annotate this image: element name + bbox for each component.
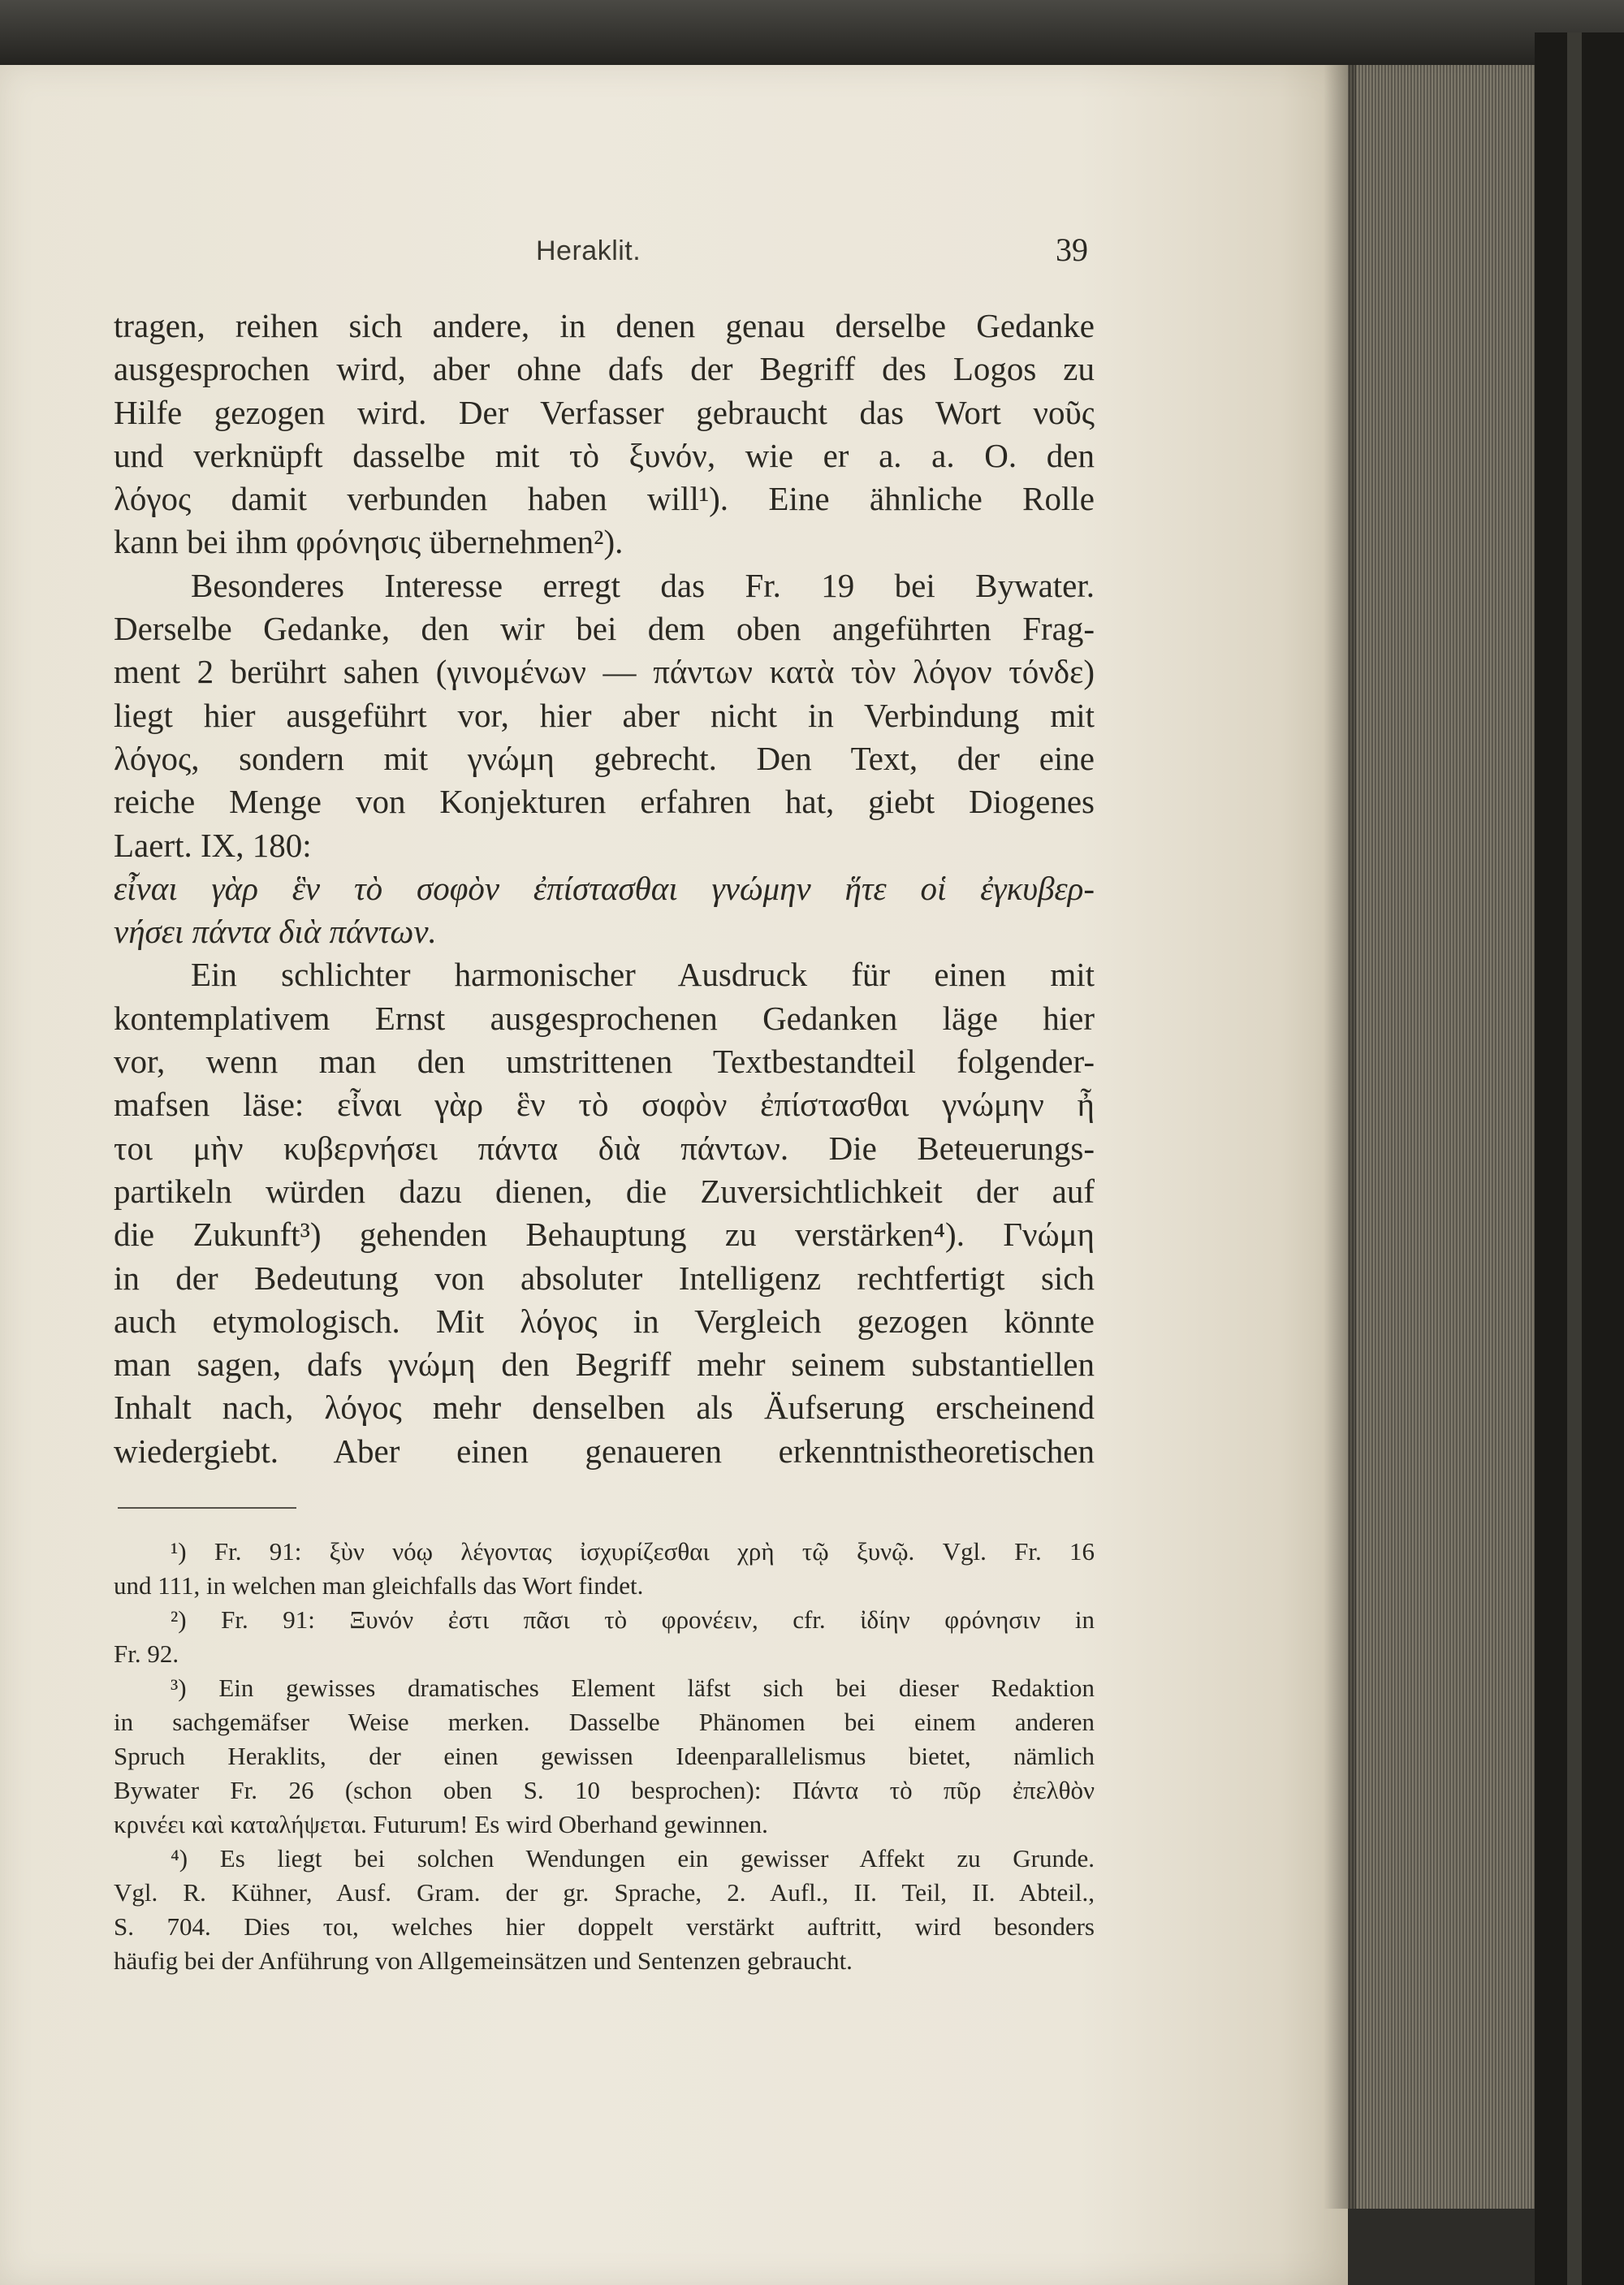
footnote-line: häufig bei der Anführung von Allgemeinsätzen und Sentenzen gebraucht.: [114, 1946, 853, 1975]
body-line: ausgesprochen wird, aber ohne dafs der Begriff des Logos zu: [114, 350, 1095, 388]
greek-quote-line: εἶναι γὰρ ἓν τὸ σοφὸν ἐπίστασθαι γνώμην ἥτε οἱ ἐγκυβερ-: [114, 869, 1095, 907]
body-line: vor, wenn man den umstrittenen Textbestandteil folgender-: [114, 1043, 1095, 1081]
page-number: 39: [1056, 231, 1088, 268]
body-line: ment 2 berührt sahen (γινομένων — πάντων κατὰ τὸν λόγον τόνδε): [114, 653, 1095, 691]
body-line: auch etymologisch. Mit λόγος in Vergleich gezogen könnte: [114, 1302, 1095, 1340]
body-line: λόγος damit verbunden haben will¹). Eine ähnliche Rolle: [114, 480, 1095, 518]
footnote-line: Vgl. R. Kühner, Ausf. Gram. der gr. Sprache, 2. Aufl., II. Teil, II. Abteil.,: [114, 1878, 1095, 1907]
body-line: die Zukunft³) gehenden Behauptung zu verstärken⁴). Γνώμη: [114, 1216, 1095, 1254]
body-line: reiche Menge von Konjekturen erfahren hat, giebt Diogenes: [114, 783, 1095, 821]
footnote-line: in sachgemäfser Weise merken. Dasselbe Phänomen bei einem anderen: [114, 1708, 1095, 1736]
footnote-line: ²) Fr. 91: Ξυνόν ἐστι πᾶσι τὸ φρονέειν, cfr. ἰδίην φρόνησιν in: [171, 1605, 1095, 1634]
body-line: mafsen läse: εἶναι γὰρ ἓν τὸ σοφὸν ἐπίστασθαι γνώμην ἦ: [114, 1086, 1095, 1124]
body-line: Derselbe Gedanke, den wir bei dem oben angeführten Frag-: [114, 610, 1095, 648]
page-header: [114, 231, 1088, 284]
body-line: wiedergiebt. Aber einen genaueren erkenntnistheoretischen: [114, 1432, 1095, 1470]
body-line: Ein schlichter harmonischer Ausdruck für einen mit: [191, 956, 1095, 994]
footnote-line: Spruch Heraklits, der einen gewissen Ideenparallelismus bietet, nämlich: [114, 1742, 1095, 1770]
body-line: Besonderes Interesse erregt das Fr. 19 bei Bywater.: [191, 566, 1095, 604]
body-line: tragen, reihen sich andere, in denen genau derselbe Gedanke: [114, 307, 1095, 344]
footnote-rule: [118, 1507, 296, 1509]
body-line: τοι μὴν κυβερνήσει πάντα διὰ πάντων. Die Beteuerungs-: [114, 1129, 1095, 1167]
footnote-line: ¹) Fr. 91: ξὺν νόῳ λέγοντας ἰσχυρίζεσθαι χρὴ τῷ ξυνῷ. Vgl. Fr. 16: [171, 1537, 1095, 1566]
body-line: kontemplativem Ernst ausgesprochenen Gedanken läge hier: [114, 999, 1095, 1037]
footnote-line: Fr. 92.: [114, 1639, 179, 1668]
body-line: partikeln würden dazu dienen, die Zuversichtlichkeit der auf: [114, 1172, 1095, 1210]
body-line: und verknüpft dasselbe mit τὸ ξυνόν, wie er a. a. O. den: [114, 436, 1095, 474]
footnote-line: und 111, in welchen man gleichfalls das Wort findet.: [114, 1571, 644, 1600]
body-line: Laert. IX, 180:: [114, 826, 312, 864]
footnote-line: ³) Ein gewisses dramatisches Element läfst sich bei dieser Redaktion: [171, 1674, 1095, 1702]
footnotes: [114, 1535, 1095, 1978]
body-line: kann bei ihm φρόνησις übernehmen²).: [114, 523, 624, 561]
running-head: Heraklit.: [536, 235, 641, 266]
footnote-line: S. 704. Dies τοι, welches hier doppelt verstärkt auftritt, wird besonders: [114, 1912, 1095, 1941]
book-cover-strip: [1567, 32, 1582, 2285]
body-text: [114, 305, 1095, 1473]
book-top-edge: [0, 0, 1624, 73]
body-line: in der Bedeutung von absoluter Intelligenz rechtfertigt sich: [114, 1259, 1095, 1297]
footnote-line: κρινέει καὶ καταλήψεται. Futurum! Es wird Oberhand gewinnen.: [114, 1810, 768, 1838]
footnote-line: Bywater Fr. 26 (schon oben S. 10 besprochen): Πάντα τὸ πῦρ ἐπελθὸν: [114, 1776, 1095, 1804]
body-line: λόγος, sondern mit γνώμη gebrecht. Den Text, der eine: [114, 739, 1095, 777]
body-line: Hilfe gezogen wird. Der Verfasser gebraucht das Wort νοῦς: [114, 393, 1095, 431]
body-line: liegt hier ausgeführt vor, hier aber nicht in Verbindung mit: [114, 696, 1095, 734]
footnote-line: ⁴) Es liegt bei solchen Wendungen ein gewisser Affekt zu Grunde.: [171, 1844, 1095, 1872]
body-line: man sagen, dafs γνώμη den Begriff mehr seinem substantiellen: [114, 1346, 1095, 1384]
gutter-shadow: [1324, 65, 1356, 2209]
body-line: Inhalt nach, λόγος mehr denselben als Äufserung erscheinend: [114, 1389, 1095, 1427]
greek-quote-line: νήσει πάντα διὰ πάντων.: [114, 913, 437, 951]
